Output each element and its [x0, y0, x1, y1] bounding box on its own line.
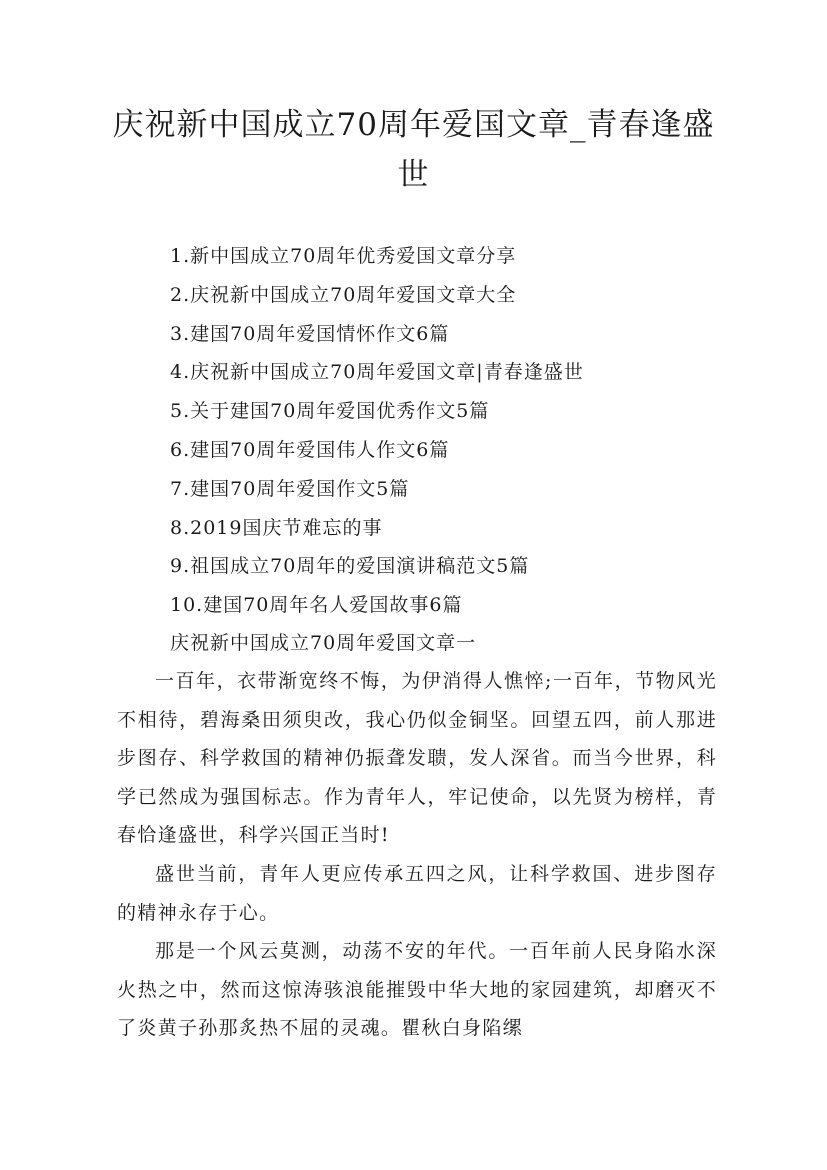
toc-item: 2.庆祝新中国成立70周年爱国文章大全	[170, 283, 517, 306]
toc-item: 3.建国70周年爱国情怀作文6篇	[170, 322, 450, 345]
paragraph: 那是一个风云莫测，动荡不安的年代。一百年前人民身陷水深火热之中，然而这惊涛骇浪能摧毁中华大地的家园建筑，却磨灭不了炎黄子孙那炙热不屈的灵魂。瞿秋白身陷缧	[117, 940, 717, 1040]
toc-item: 8.2019国庆节难忘的事	[170, 516, 383, 539]
article-body	[117, 662, 717, 1048]
toc-item: 5.关于建国70周年爱国优秀作文5篇	[170, 400, 490, 423]
toc-item: 7.建国70周年爱国作文5篇	[170, 477, 410, 500]
table-of-contents	[170, 237, 584, 625]
toc-item: 4.庆祝新中国成立70周年爱国文章|青春逢盛世	[170, 361, 584, 384]
toc-item: 9.祖国成立70周年的爱国演讲稿范文5篇	[170, 555, 530, 578]
section-heading: 庆祝新中国成立70周年爱国文章一	[170, 632, 477, 654]
paragraph: 盛世当前，青年人更应传承五四之风，让科学救国、进步图存的精神永存于心。	[117, 862, 717, 924]
toc-item: 6.建国70周年爱国伟人作文6篇	[170, 438, 450, 461]
toc-item: 10.建国70周年名人爱国故事6篇	[170, 594, 463, 617]
toc-item: 1.新中国成立70周年优秀爱国文章分享	[170, 245, 517, 267]
document-title: 庆祝新中国成立70周年爱国文章_青春逢盛世	[112, 107, 715, 193]
paragraph: 一百年，衣带渐宽终不悔，为伊消得人憔悴;一百年，节物风光不相待，碧海桑田须臾改，我心仍似金铜坚。回望五四，前人那进步图存、科学救国的精神仍振聋发聩，发人深省。而当今世界，科学已然成为强国标志。作为青年人，牢记使命，以先贤为榜样，青春恰逢盛世，科学兴国正当时!	[117, 670, 717, 847]
